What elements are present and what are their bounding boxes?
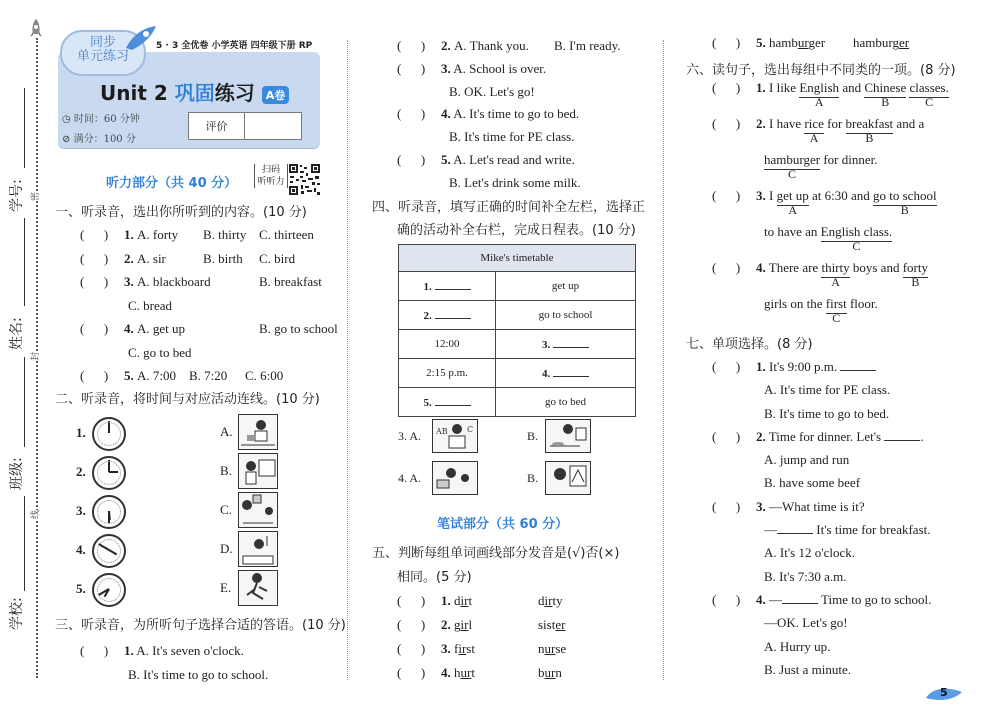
svg-text:AB: AB [436, 427, 448, 436]
activity-cell[interactable]: 4. [496, 359, 636, 388]
seal-mark: 封 [28, 352, 41, 361]
q3-list-part2 [397, 35, 620, 195]
question-text: Time for dinner. Let's [768, 428, 885, 444]
option-b: B. birth [203, 250, 243, 266]
listening-section-title: 听力部分（共 40 分） [106, 176, 238, 191]
level-badge: A卷 [262, 86, 290, 104]
activity-picture [238, 414, 278, 450]
list-item [80, 639, 268, 663]
item-number: 4. [441, 665, 451, 680]
option-a: A. jump and run [764, 452, 850, 468]
table-row [399, 359, 636, 388]
item-number: 4. [756, 260, 766, 275]
option-b: B. Let's drink some milk. [449, 174, 581, 190]
time-text: 时间：60 分钟 [73, 114, 140, 125]
time-cell[interactable]: 5. [399, 388, 496, 417]
list-item: ( ) 4. There are thirty A boys and forty B [712, 260, 928, 289]
clock-icon [92, 456, 126, 490]
timetable-title: Mike's timetable [399, 245, 636, 272]
time-cell[interactable]: 2. [399, 301, 496, 330]
item-number: 2. [441, 617, 451, 632]
item-number: 3. [124, 274, 134, 289]
list-item [397, 661, 566, 685]
score-text: 满分：100 分 [73, 134, 136, 145]
qr-code-icon[interactable] [288, 163, 321, 196]
q6-list [712, 80, 949, 332]
question-text: Time to go to school. [818, 591, 932, 607]
list-item: ( ) 4. — Time to go to school. [712, 588, 931, 611]
activity-cell: go to school [496, 301, 636, 330]
list-item [80, 364, 338, 388]
item-number: 2. [441, 38, 451, 53]
option-b: B. thirty [203, 227, 247, 242]
q3-heading: 三、听录音，为所听句子选择合适的答语。(10 分) [55, 618, 346, 633]
clock-number: 3. [76, 503, 86, 518]
option-a: A. Thank you. [454, 38, 529, 53]
activity-cell: get up [496, 272, 636, 301]
time-cell: 12:00 [399, 330, 496, 359]
option-a: English A [799, 80, 840, 109]
option-a: A. get up [137, 321, 186, 336]
answer-blank[interactable]: ( ) [712, 116, 741, 131]
item-number: 5. [124, 368, 134, 383]
list-item-cont: to have an English class. C [764, 224, 893, 253]
option-b: breakfast B [845, 116, 894, 145]
item-number: 4. [124, 321, 134, 336]
writing-section-title: 笔试部分（共 60 分） [437, 517, 569, 532]
q7-list [712, 355, 931, 681]
option-c: C. thirteen [259, 227, 314, 242]
option-a: A. It's time for PE class. [764, 382, 891, 398]
table-row [399, 272, 636, 301]
answer-blank[interactable]: ( ) [80, 368, 109, 383]
question-text: It's time for breakfast. [813, 522, 931, 538]
q4-heading-line2: 确的活动补全右栏，完成日程表。(10 分) [397, 223, 636, 238]
school-label: 学校: [9, 597, 25, 630]
item-number: 1. [441, 593, 451, 608]
item-number: 5. [441, 151, 451, 167]
svg-text:C: C [467, 425, 474, 434]
answer-blank[interactable]: ( ) [397, 641, 426, 656]
time-cell[interactable]: 1. [399, 272, 496, 301]
blank-line [24, 496, 25, 591]
picture-label: E. [220, 580, 232, 595]
answer-blank[interactable]: ( ) [712, 80, 741, 95]
item-number: 3. [441, 60, 451, 76]
list-item-cont [397, 81, 620, 104]
list-item-cont: — It's time for breakfast. [764, 522, 931, 538]
item-number: 3. [756, 498, 766, 514]
option-a: A. blackboard [137, 274, 211, 289]
activity-picture [238, 531, 278, 567]
list-item-cont: hamburger C for dinner. [764, 152, 878, 181]
word-1: dirt [454, 593, 473, 608]
clock-number: 4. [76, 542, 86, 557]
item-number: 2. [756, 428, 766, 444]
list-item: ( ) 2. I have rice A for breakfast B and a [712, 116, 925, 145]
q5-list [397, 589, 566, 685]
item-number: 1. [756, 359, 766, 374]
list-item: ( ) 1. I like English A and Chinese B classes. C [712, 80, 949, 109]
answer-blank[interactable]: ( ) [80, 274, 109, 289]
answer-blank[interactable]: ( ) [712, 591, 741, 607]
rocket-icon [28, 18, 44, 40]
evaluation-field[interactable] [245, 113, 301, 139]
option-b: B. Just a minute. [764, 661, 852, 677]
option-b: B. have some beef [764, 475, 861, 491]
list-item-cont [80, 294, 338, 318]
option-b: B. It's time for PE class. [449, 129, 575, 145]
choice-picture[interactable] [432, 419, 478, 453]
list-item [712, 495, 931, 518]
picture-label: A. [220, 424, 233, 439]
list-item [397, 35, 620, 58]
choice-label: B. [527, 429, 539, 443]
option-a: A. 7:00 [137, 368, 176, 383]
blank-line [24, 88, 25, 168]
title-highlight: 巩固 [174, 81, 215, 105]
word-1: first [454, 641, 475, 656]
option-b: go to school B [873, 188, 937, 217]
timetable [398, 244, 636, 417]
evaluation-label: 评价 [189, 113, 245, 139]
activity-picture [238, 570, 278, 606]
option-a: A. It's time to go to bed. [453, 106, 580, 122]
list-item [80, 223, 338, 247]
item-number: 1. [756, 80, 766, 95]
list-item: ( ) 3. I get up A at 6:30 and go to school B [712, 188, 937, 217]
table-row [399, 388, 636, 417]
activity-cell[interactable]: 3. [496, 330, 636, 359]
answer-blank[interactable]: ( ) [397, 593, 426, 608]
picture-label: B. [220, 463, 232, 478]
word-2: nurse [538, 641, 567, 656]
choice-picture[interactable] [545, 419, 591, 453]
picture-label: C. [220, 502, 232, 517]
option-a: A. School is over. [453, 60, 547, 76]
answer-blank[interactable]: ( ) [712, 498, 741, 514]
choice-label: B. [527, 471, 539, 485]
clock-number: 2. [76, 464, 86, 479]
q6-heading: 六、读句子，选出每组中不同类的一项。(8 分) [686, 63, 956, 78]
q5-heading-line2: 相同。(5 分) [397, 570, 472, 585]
option-a: get up A [776, 188, 809, 217]
evaluation-box [188, 112, 302, 140]
option-c: C. bread [128, 297, 173, 313]
option-b: B. It's time to go to school. [128, 666, 269, 682]
item-number: 2. [124, 250, 134, 266]
seal-mark: 密 [28, 192, 41, 201]
word-1: girl [454, 617, 473, 632]
answer-blank[interactable]: ( ) [712, 188, 741, 203]
picture-label: D. [220, 541, 233, 556]
list-item: ( ) 2. Time for dinner. Let's . [712, 425, 931, 448]
answer-blank[interactable]: ( ) [397, 151, 426, 167]
answer-blank[interactable]: ( ) [712, 428, 741, 444]
clock-number: 1. [76, 425, 86, 440]
answer-blank[interactable]: ( ) [80, 643, 109, 658]
option-a: rice A [804, 116, 824, 145]
answer-blank[interactable]: ( ) [397, 617, 426, 632]
answer-blank[interactable]: ( ) [80, 227, 109, 242]
q3-list-part1 [80, 639, 268, 686]
option-a: A. Hurry up. [764, 638, 831, 654]
title-text: Unit 2 [100, 81, 175, 105]
page-number-badge [924, 684, 964, 704]
option-b: B. breakfast [259, 274, 322, 289]
clock-icon [92, 573, 126, 607]
page-number: 5 [940, 686, 948, 699]
answer-blank[interactable]: ( ) [397, 38, 426, 53]
question-text: It's 9:00 p.m. [769, 359, 841, 374]
score-info [62, 130, 136, 145]
column-divider [663, 40, 664, 680]
list-item-cont: girls on the first C floor. [764, 296, 878, 325]
q1-heading: 一、听录音，选出你所听到的内容。(10 分) [55, 205, 307, 220]
choice-label: 4. A. [398, 471, 422, 485]
item-number: 1. [124, 643, 134, 658]
list-item [397, 149, 620, 172]
series-label: 5 · 3 全优卷 小学英语 四年级下册 RP [156, 41, 313, 51]
list-item [80, 270, 338, 294]
cloud-text: 单元练习 [76, 49, 129, 64]
clock-icon: ◷ [62, 114, 71, 125]
word-2: burn [538, 665, 562, 680]
item-number: 2. [756, 116, 766, 131]
student-id-label: 学号: [9, 179, 25, 212]
clock-icon [92, 495, 126, 529]
qr-caption-text: 扫码 [261, 165, 280, 175]
answer-blank[interactable]: ( ) [397, 665, 426, 680]
q5-item-5 [712, 35, 909, 51]
q4-heading-line1: 四、听录音，填写正确的时间补全左栏，选择正 [372, 200, 646, 215]
item-number: 3. [441, 641, 451, 656]
option-b: B. 7:20 [189, 368, 228, 383]
q7-heading: 七、单项选择。(8 分) [686, 337, 813, 352]
list-item [397, 637, 566, 661]
activity-picture [238, 453, 278, 489]
list-item [397, 589, 566, 613]
list-item [397, 103, 620, 126]
option-b: B. It's 7:30 a.m. [764, 568, 847, 584]
item-number: 5. [756, 35, 766, 50]
item-number: 1. [124, 227, 134, 242]
option-b: B. I'm ready. [554, 38, 621, 53]
title-text: 练习 [214, 81, 255, 105]
option-a: thirty A [821, 260, 850, 289]
list-item-cont [80, 663, 268, 687]
option-b: B. go to school [259, 321, 338, 336]
item-number: 3. [756, 188, 766, 203]
word-1: hamburger [769, 35, 826, 50]
cloud-text: 同步 [89, 35, 116, 50]
list-item [80, 247, 338, 271]
option-c: classes. C [909, 80, 949, 109]
answer-blank[interactable]: ( ) [712, 35, 741, 50]
answer-blank[interactable]: ( ) [80, 321, 109, 336]
list-item-cont [397, 172, 620, 195]
word-2: dirty [538, 593, 563, 608]
time-cell: 2:15 p.m. [399, 359, 496, 388]
answer-blank[interactable]: ( ) [712, 359, 741, 374]
word-1: hurt [454, 665, 475, 680]
list-item [712, 355, 931, 378]
time-info [62, 110, 140, 125]
option-a: A. Let's read and write. [453, 151, 575, 167]
name-label: 姓名: [9, 317, 25, 350]
word-2: sister [538, 617, 566, 632]
check-icon: ⊘ [62, 134, 71, 145]
blank-line [24, 357, 25, 447]
list-item [712, 35, 909, 51]
q5-heading-line1: 五、判断每组单词画线部分发音是(√)否(×) [372, 546, 620, 561]
table-row [399, 301, 636, 330]
question-text: —OK. Let's go! [764, 615, 848, 631]
page-title [100, 77, 289, 106]
blank-line [24, 218, 25, 306]
rocket-icon [122, 22, 158, 52]
option-a: A. sir [137, 250, 166, 266]
q2-heading: 二、听录音，将时间与对应活动连线。(10 分) [55, 392, 320, 407]
answer-blank[interactable]: ( ) [397, 106, 426, 122]
clock-icon [92, 534, 126, 568]
qr-caption-text: 听听力 [257, 177, 285, 187]
activity-picture [238, 492, 278, 528]
column-divider [347, 40, 348, 680]
word-2: hamburger [853, 35, 910, 50]
list-item [80, 317, 338, 341]
option-b: forty B [902, 260, 928, 289]
list-item-cont [80, 341, 338, 365]
choice-label: 3. A. [398, 429, 422, 443]
qr-caption [254, 164, 288, 188]
option-c: C. 6:00 [245, 368, 284, 383]
table-row [399, 330, 636, 359]
option-a: A. forty [137, 227, 179, 242]
answer-blank[interactable]: ( ) [712, 260, 741, 275]
class-label: 班级: [9, 457, 25, 490]
choice-picture[interactable] [432, 461, 478, 495]
clock-number: 5. [76, 581, 86, 596]
choice-picture[interactable] [545, 461, 591, 495]
option-b: B. It's time to go to bed. [764, 405, 890, 421]
list-item [397, 613, 566, 637]
option-b: B. OK. Let's go! [449, 83, 535, 99]
q1-list [80, 223, 338, 388]
activity-cell: go to bed [496, 388, 636, 417]
list-item-cont [397, 126, 620, 149]
seal-mark: 线 [28, 510, 41, 519]
item-number: 4. [441, 106, 451, 122]
option-c: first C [825, 296, 847, 325]
option-a: A. It's 12 o'clock. [764, 545, 855, 561]
answer-blank[interactable]: ( ) [80, 250, 109, 266]
clock-icon [92, 417, 126, 451]
list-item [397, 58, 620, 81]
option-b: Chinese B [864, 80, 907, 109]
option-a: A. It's seven o'clock. [136, 643, 244, 658]
option-c: C. bird [259, 250, 296, 266]
item-number: 4. [756, 591, 766, 607]
option-c: C. go to bed [128, 344, 192, 360]
answer-blank[interactable]: ( ) [397, 60, 426, 76]
question-text: —What time is it? [769, 498, 865, 514]
option-c: English class. C [820, 224, 893, 253]
option-c: hamburger C [764, 152, 821, 181]
